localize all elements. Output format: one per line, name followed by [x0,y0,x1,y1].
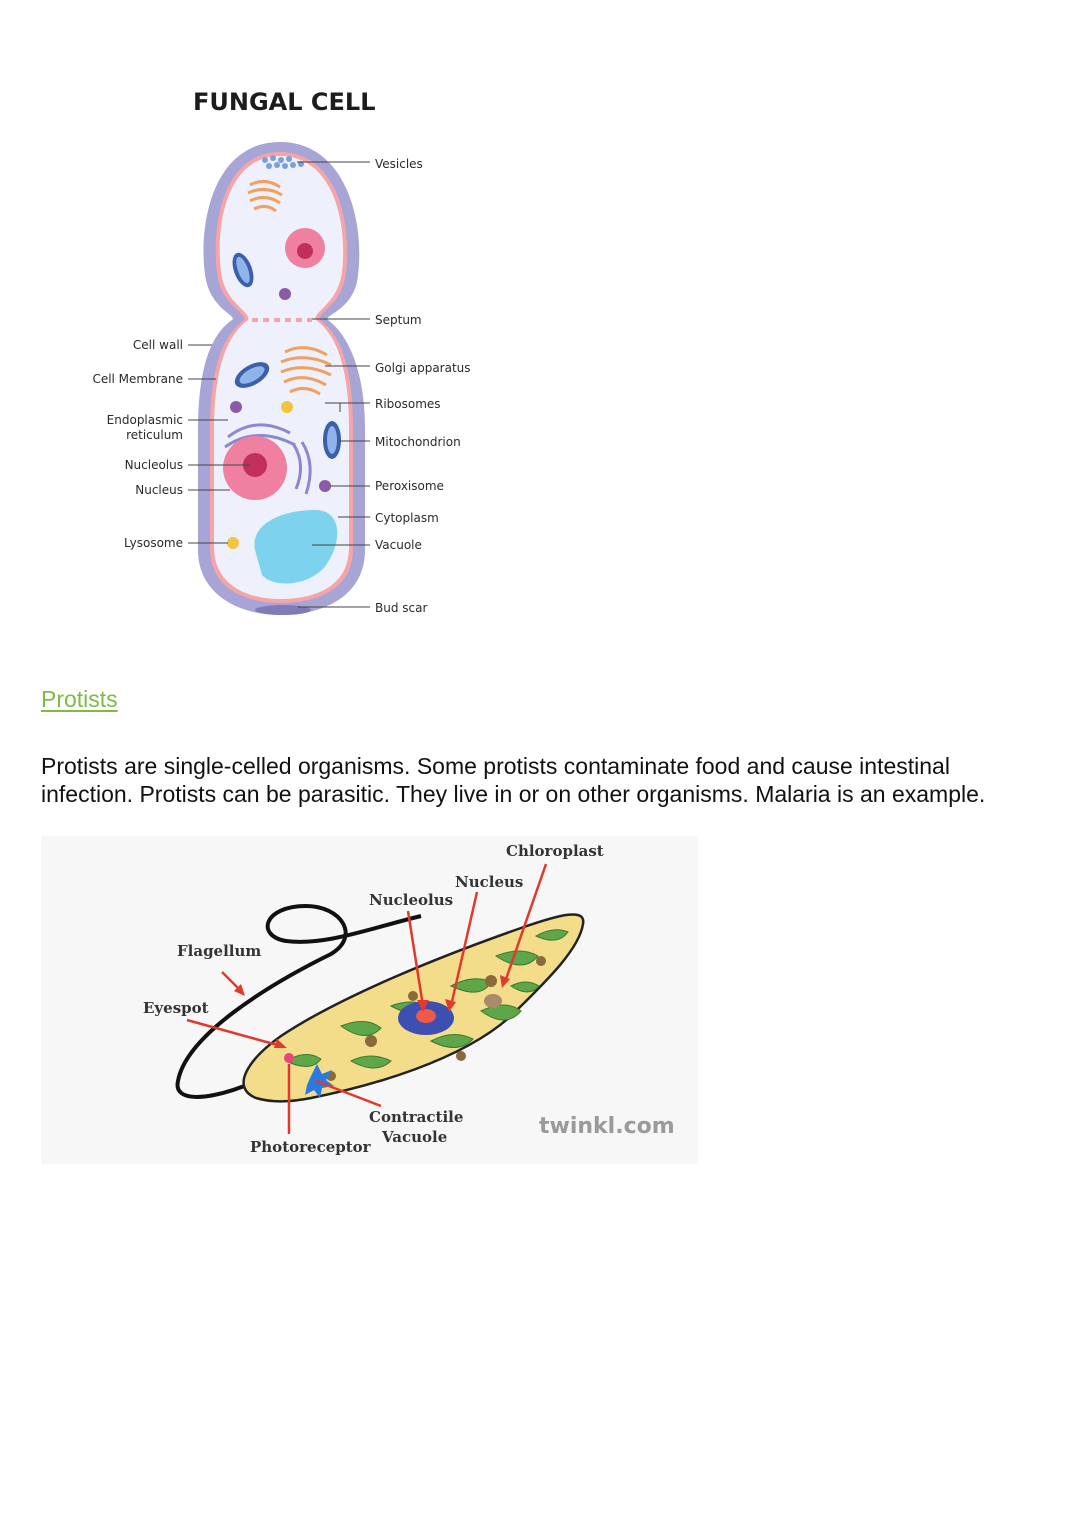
label-flagellum: Flagellum [177,942,262,960]
label-golgi-apparatus: Golgi apparatus [375,361,471,375]
label-lysosome: Lysosome [124,536,183,550]
nucleolus-shape [416,1009,436,1023]
section-heading: Protists [41,686,118,712]
label-ribosomes: Ribosomes [375,397,441,411]
label-vacuole: Vacuole [375,538,422,552]
label-photoreceptor: Photoreceptor [250,1138,371,1156]
label-nucleus: Nucleus [455,873,524,891]
label-nucleus: Nucleus [135,483,183,497]
watermark: twinkl.com [539,1114,675,1139]
label-septum: Septum [375,313,422,327]
eyespot-shape [284,1053,294,1063]
label-cytoplasm: Cytoplasm [375,511,439,525]
peroxisome-shape [319,480,331,492]
label-er-line2: reticulum [126,428,183,442]
label-vesicles: Vesicles [375,157,423,171]
label-er-line1: Endoplasmic [106,413,183,427]
fungal-cell-title: FUNGAL CELL [193,88,376,116]
lysosome-shape [227,537,239,549]
label-contractile-line2: Vacuole [382,1128,448,1146]
label-mitochondrion: Mitochondrion [375,435,461,449]
label-peroxisome: Peroxisome [375,479,444,493]
label-contractile-line1: Contractile [369,1108,464,1126]
label-cell-wall: Cell wall [132,338,183,352]
label-chloroplast: Chloroplast [506,842,604,860]
label-nucleolus: Nucleolus [124,458,183,472]
fungal-cell-diagram [80,70,500,640]
body-paragraph: Protists are single-celled organisms. Some protists contaminate food and cause intestinal infection. Protists can be parasitic. They live in or on other organisms. Malaria is an example. [41,753,986,807]
label-nucleolus: Nucleolus [369,891,454,909]
label-bud-scar: Bud scar [375,601,428,615]
protist-diagram [41,836,698,1164]
label-cell-membrane: Cell Membrane [92,372,183,386]
label-eyespot: Eyespot [143,999,209,1017]
